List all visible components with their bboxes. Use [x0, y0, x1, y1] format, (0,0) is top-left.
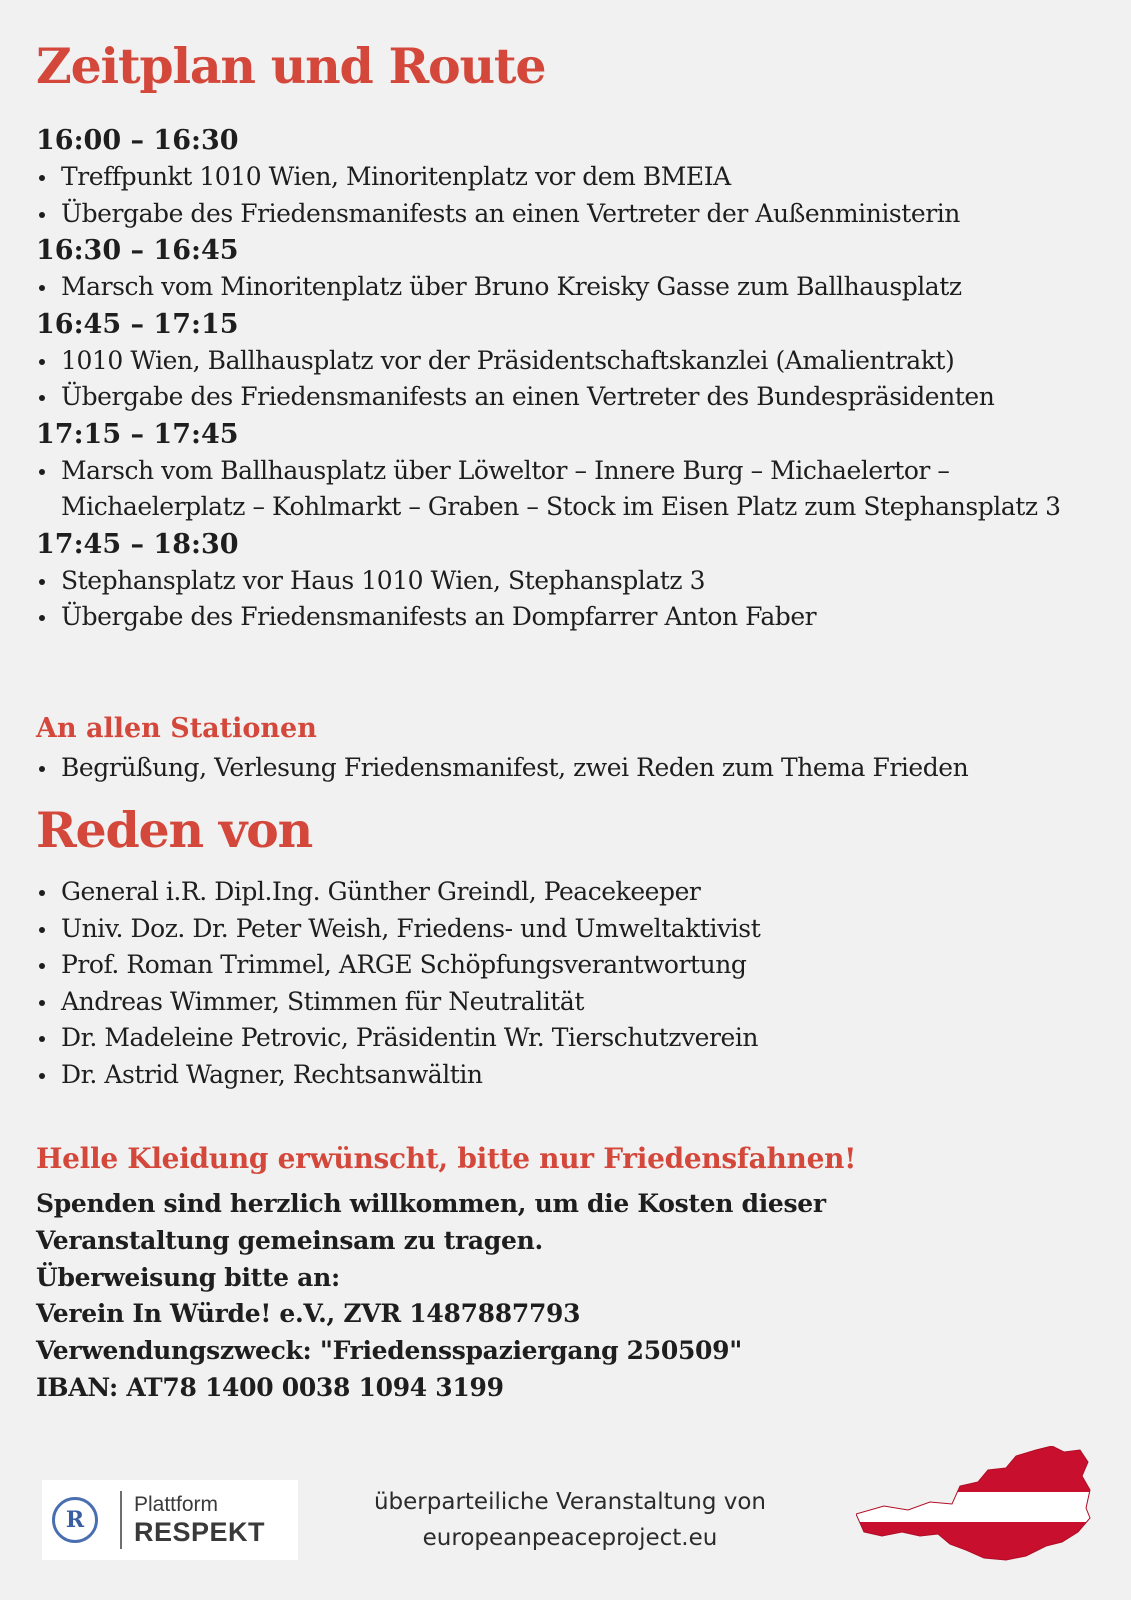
iban-line: IBAN: AT78 1400 0038 1094 3199 — [36, 1372, 504, 1402]
list-item: Übergabe des Friedensmanifests an einen Vertreter des Bundespräsidenten — [36, 379, 1096, 416]
time-slot: 17:45 – 18:30 — [36, 528, 239, 560]
plattform-respekt-logo — [42, 1480, 298, 1560]
donation-line: Überweisung bitte an: — [36, 1262, 340, 1292]
list-item: Begrüßung, Verlesung Friedensmanifest, zwei Reden zum Thema Frieden — [36, 750, 968, 787]
speaker-item: Prof. Roman Trimmel, ARGE Schöpfungsverantwortung — [36, 947, 760, 984]
stations-heading: An allen Stationen — [36, 713, 317, 744]
list-item: Marsch vom Minoritenplatz über Bruno Kreisky Gasse zum Ballhausplatz — [36, 269, 1096, 306]
speeches-title: Reden von — [36, 801, 312, 859]
schedule-block — [36, 416, 1096, 526]
logo-text — [134, 1493, 265, 1547]
list-item: Stephansplatz vor Haus 1010 Wien, Stephansplatz 3 — [36, 563, 1096, 600]
donation-info — [36, 1186, 826, 1407]
organizer-line1: überparteiliche Veranstaltung von — [373, 1489, 766, 1515]
schedule-block — [36, 122, 1096, 232]
time-slot: 16:00 – 16:30 — [36, 125, 239, 156]
logo-line2: RESPEKT — [134, 1517, 266, 1547]
speaker-item: Andreas Wimmer, Stimmen für Neutralität — [36, 984, 760, 1021]
respekt-logo-icon: R — [52, 1497, 98, 1543]
speaker-item: Dr. Astrid Wagner, Rechtsanwältin — [36, 1057, 760, 1094]
speaker-item: General i.R. Dipl.Ing. Günther Greindl, Peacekeeper — [36, 874, 760, 911]
time-slot: 16:45 – 17:15 — [36, 308, 239, 340]
page-title: Zeitplan und Route — [36, 37, 546, 95]
schedule-block — [36, 526, 1096, 636]
austria-flag-map-icon — [856, 1446, 1092, 1564]
schedule-block — [36, 306, 1096, 416]
dress-note: Helle Kleidung erwünscht, bitte nur Friedensfahnen! — [36, 1142, 857, 1175]
logo-line1: Plattform — [134, 1493, 219, 1516]
list-item: Marsch vom Ballhausplatz über Löweltor – Innere Burg – Michaelertor – Michaelerplatz – Kohlmarkt – Graben – Stock im Eisen Platz zum Stephansplatz 3 — [36, 453, 1071, 526]
organizer-link[interactable]: europeanpeaceproject.eu — [422, 1525, 718, 1551]
list-item: Treffpunkt 1010 Wien, Minoritenplatz vor dem BMEIA — [36, 159, 1096, 196]
speakers-list — [36, 874, 760, 1093]
donation-line: Verein In Würde! e.V., ZVR 1487887793 — [36, 1299, 581, 1329]
list-item: Übergabe des Friedensmanifests an Dompfarrer Anton Faber — [36, 599, 1096, 636]
time-slot: 17:15 – 17:45 — [36, 418, 239, 450]
time-slot: 16:30 – 16:45 — [36, 235, 239, 266]
speaker-item: Dr. Madeleine Petrovic, Präsidentin Wr. Tierschutzverein — [36, 1020, 760, 1057]
speaker-item: Univ. Doz. Dr. Peter Weish, Friedens- und Umweltaktivist — [36, 911, 760, 948]
stations-list — [36, 750, 968, 787]
flag-stripe-red-top — [856, 1446, 1092, 1492]
list-item: 1010 Wien, Ballhausplatz vor der Präsidentschaftskanzlei (Amalientrakt) — [36, 343, 1096, 380]
donation-line: Verwendungszweck: "Friedensspaziergang 250509" — [36, 1336, 742, 1366]
logo-divider — [120, 1491, 122, 1549]
donation-line: Veranstaltung gemeinsam zu tragen. — [36, 1225, 543, 1255]
schedule-block — [36, 232, 1096, 306]
organizer-note — [330, 1484, 810, 1556]
donation-line: Spenden sind herzlich willkommen, um die Kosten dieser — [36, 1189, 826, 1218]
schedule — [36, 122, 1096, 636]
list-item: Übergabe des Friedensmanifests an einen Vertreter der Außenministerin — [36, 196, 1096, 233]
